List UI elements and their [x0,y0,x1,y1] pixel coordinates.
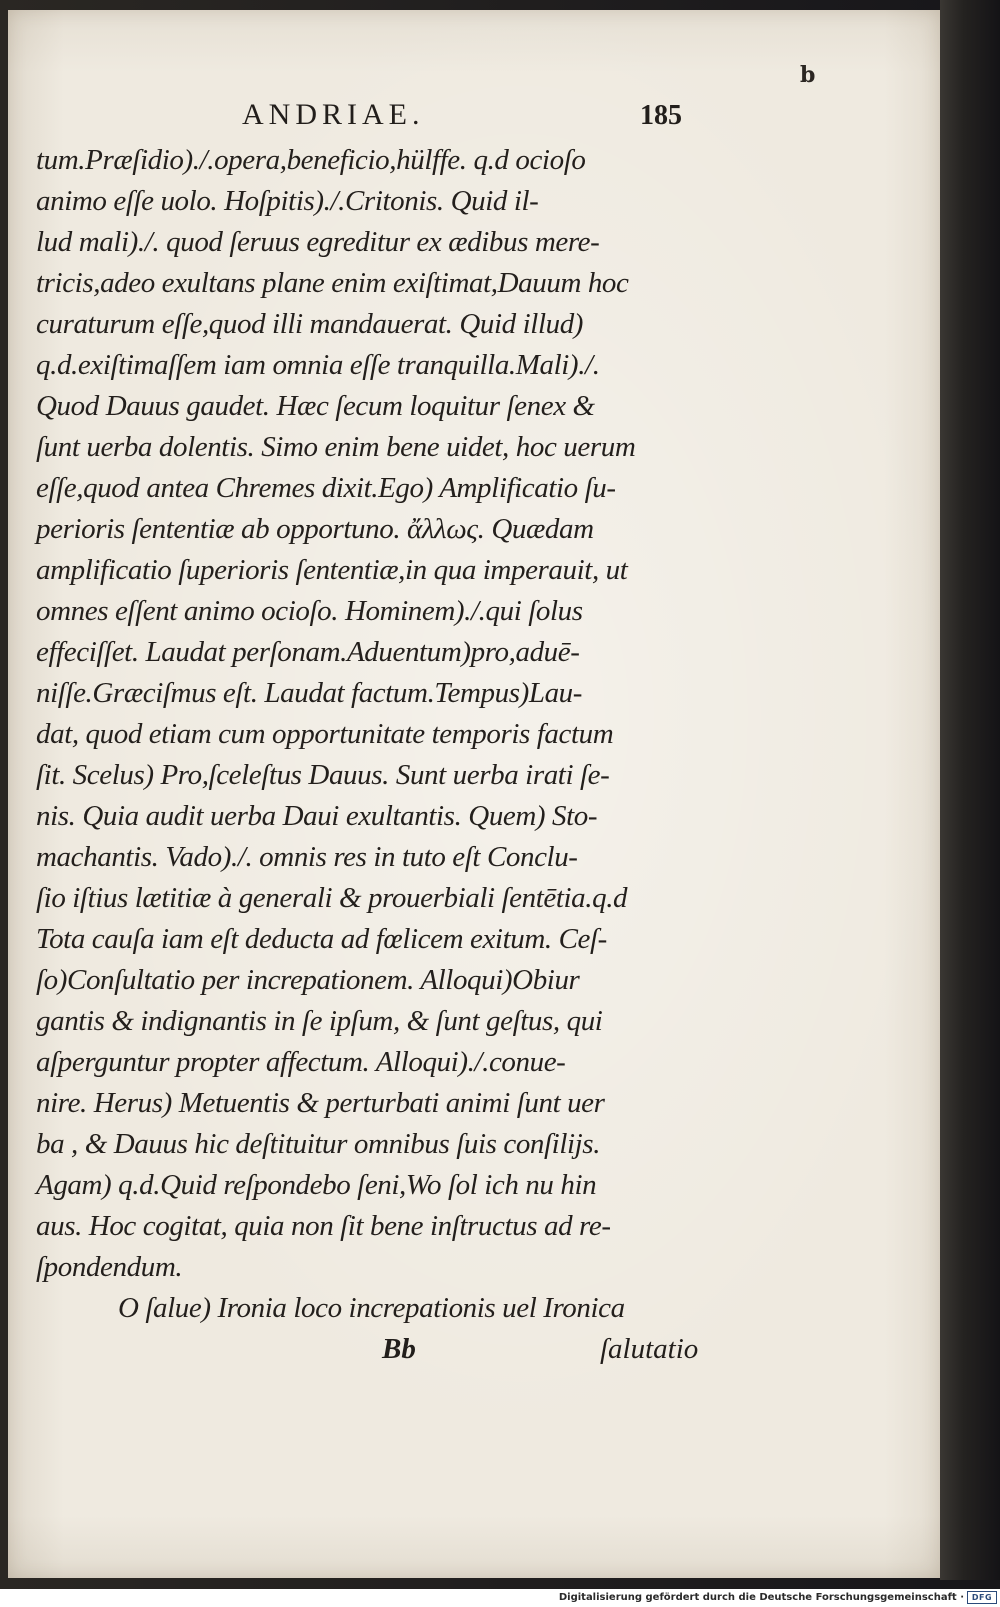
book-edge [940,0,1000,1580]
text-line: tricis,adeo exultans plane enim exiſtimat,Dauum hoc [36,267,629,299]
text-line: machantis. Vado)./. omnis res in tuto eſt Conclu- [36,841,578,873]
text-line: Tota cauſa iam eſt deducta ad fœlicem exitum. Ceſ- [36,923,607,955]
text-line: curaturum eſſe,quod illi mandauerat. Quid illud) [36,308,584,340]
page-footer [0,1333,940,1373]
text-line: dat, quod etiam cum opportunitate temporis factum [36,718,614,750]
catchword: ſalutatio [600,1333,699,1365]
text-line: ſunt uerba dolentis. Simo enim bene uidet, hoc uerum [36,431,636,463]
funding-notice: Digitalisierung gefördert durch die Deutsche Forschungsgemeinschaft · [558,1592,964,1603]
page-number: 185 [640,100,682,131]
text-line: omnes eſſent animo ocioſo. Hominem)./.qui ſolus [36,595,583,627]
text-line: gantis & indignantis in ſe ipſum, & ſunt geſtus, qui [36,1005,603,1037]
text-line: O ſalue) Ironia loco increpationis uel Ironica [118,1292,625,1324]
text-line: Quod Dauus gaudet. Hæc ſecum loquitur ſenex & [36,390,595,422]
text-line: eſſe,quod antea Chremes dixit.Ego) Amplificatio ſu- [36,472,616,504]
text-line: niſſe.Græciſmus eſt. Laudat factum.Tempus)Lau- [36,677,583,709]
text-line: effeciſſet. Laudat perſonam.Aduentum)pro,aduē- [36,636,580,668]
text-line: ſit. Scelus) Pro,ſceleſtus Dauus. Sunt uerba irati ſe- [36,759,610,791]
corner-mark: b [800,62,816,88]
signature-mark: Bb [382,1333,416,1365]
text-line: ſpondendum. [36,1251,183,1283]
text-line: nis. Quia audit uerba Daui exultantis. Quem) Sto- [36,800,598,832]
commentary-text [36,140,736,1329]
text-line: ba , & Dauus hic deſtituitur omnibus ſuis conſilijs. [36,1128,601,1160]
text-line: aſperguntur propter affectum. Alloqui)./.conue- [36,1046,566,1078]
text-line: animo eſſe uolo. Hoſpitis)./.Critonis. Quid il- [36,185,539,217]
text-line: amplificatio ſuperioris ſententiæ,in qua imperauit, ut [36,554,628,586]
running-head: ANDRIAE. [242,98,425,131]
text-line: nire. Herus) Metuentis & perturbati animi ſunt uer [36,1087,605,1119]
text-line: Agam) q.d.Quid reſpondebo ſeni,Wo ſol ich nu hin [36,1169,597,1201]
text-line: q.d.exiſtimaſſem iam omnia eſſe tranquilla.Mali)./. [36,349,600,381]
text-line: tum.Præſidio)./.opera,beneficio,hülffe. q.d ocioſo [36,144,586,176]
text-line: ſo)Conſultatio per increpationem. Alloqui)Obiur [36,964,580,996]
text-line: ſio iſtius lætitiæ à generali & prouerbiali ſentētia.q.d [36,882,628,914]
text-line: aus. Hoc cogitat, quia non ſit bene inſtructus ad re- [36,1210,611,1242]
dfg-logo: DFG [967,1591,997,1604]
text-line: lud mali)./. quod ſeruus egreditur ex ædibus mere- [36,226,600,258]
text-line: perioris ſententiæ ab opportuno. ἄλλως. Quædam [36,513,594,545]
funding-bar [0,1589,1000,1607]
